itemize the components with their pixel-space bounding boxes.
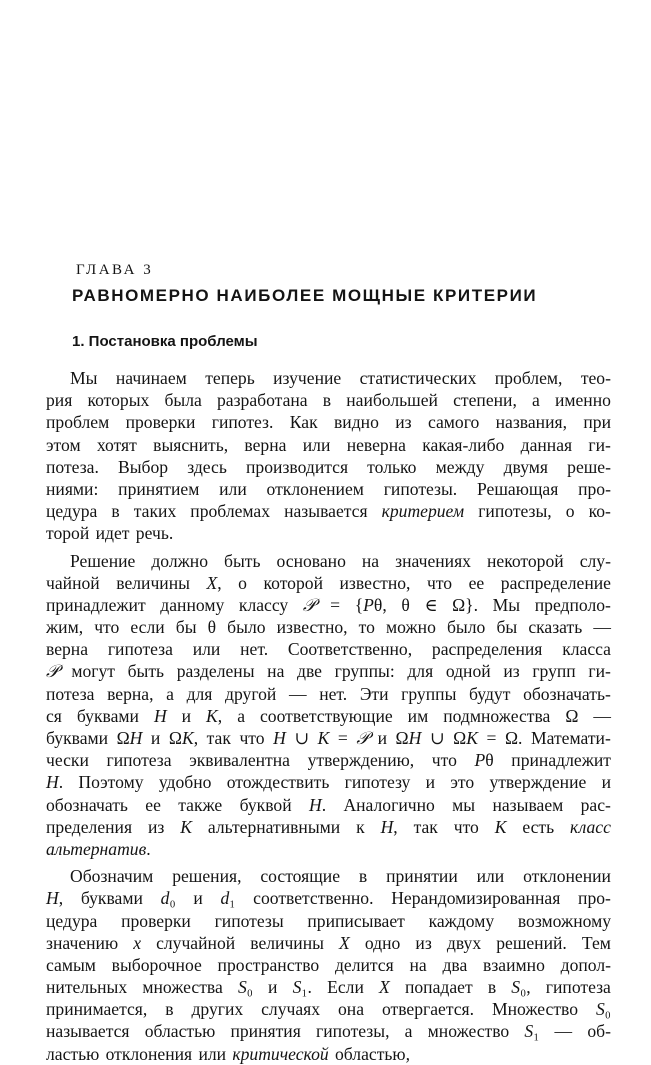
text-line: Обозначим решения, состоящие в принятии или отклонении [70, 866, 611, 887]
text-line: Мы начинаем теперь изучение статистических проблем, тео- [70, 368, 611, 388]
body-text [46, 367, 611, 1065]
text-line: цедура проверки гипотезы приписывает каждому возможному [46, 910, 611, 931]
text-line: нительных множества S₀ и S₁. Если X попадает в S₀, гипотеза [46, 977, 611, 998]
text-line: буквами ΩH и ΩK, так что H ∪ K = 𝒫 и ΩH ∪ ΩK = Ω. Математи- [46, 728, 611, 748]
text-line: рия которых была разработана в наибольшей степени, а именно [46, 390, 611, 411]
text-line: чайной величины X, о которой известно, что ее распределение [46, 572, 611, 593]
text-line: торой идет речь. [46, 523, 174, 544]
text-line: пределения из K альтернативными к H, так что K есть класс [46, 816, 611, 837]
text-line: ся буквами H и K, а соответствующие им подмножества Ω — [46, 705, 611, 726]
chapter-label: ГЛАВА 3 [76, 262, 154, 278]
text-line: значению x случайной величины X одно из двух решений. Тем [46, 932, 611, 953]
section-heading: 1. Постановка проблемы [72, 333, 258, 350]
paragraph [46, 550, 611, 861]
text-line: H. Поэтому удобно отождествить гипотезу и это утверждение и [46, 772, 611, 793]
text-line: обозначать ее также буквой H. Аналогично мы называем рас- [46, 794, 611, 815]
text-line: H, буквами d₀ и d₁ соответственно. Нерандомизированная про- [46, 888, 611, 909]
chapter-title: РАВНОМЕРНО НАИБОЛЕЕ МОЩНЫЕ КРИТЕРИИ [72, 286, 538, 305]
text-line: самым выборочное пространство делится на два взаимно допол- [46, 954, 611, 975]
text-line: жим, что если бы θ было известно, то можно было бы сказать — [46, 617, 611, 638]
text-line: потеза. Выбор здесь производится только между двумя реше- [46, 456, 611, 477]
text-line: называется областью принятия гипотезы, а множество S₁ — об- [46, 1021, 611, 1042]
text-line: принадлежит данному классу 𝒫 = {Pθ, θ ∈ Ω}. Мы предполо- [46, 594, 611, 615]
text-line: альтернатив. [46, 838, 151, 859]
text-line: Решение должно быть основано на значениях некоторой слу- [70, 550, 611, 571]
text-line: проблем проверки гипотез. Как видно из самого названия, при [46, 412, 611, 433]
paragraph [46, 865, 611, 1065]
text-line: принимается, в других случаях она отвергается. Множество S₀ [46, 999, 611, 1020]
paragraph [46, 367, 611, 545]
text-line: ниями: принятием или отклонением гипотезы. Решающая про- [46, 478, 611, 499]
text-line: цедура в таких проблемах называется критерием гипотезы, о ко- [46, 501, 611, 522]
text-line: потеза верна, а для другой — нет. Эти группы будут обозначать- [46, 683, 611, 704]
text-line: 𝒫 могут быть разделены на две группы: для одной из групп ги- [46, 661, 611, 682]
text-line: верна гипотеза или нет. Соответственно, распределения класса [46, 639, 611, 660]
text-line: этом хотят выяснить, верна или неверна какая-либо данная ги- [46, 434, 611, 455]
text-line: ластью отклонения или критической областью, [46, 1043, 410, 1064]
text-line: чески гипотеза эквивалентна утверждению, что Pθ принадлежит [46, 750, 611, 771]
